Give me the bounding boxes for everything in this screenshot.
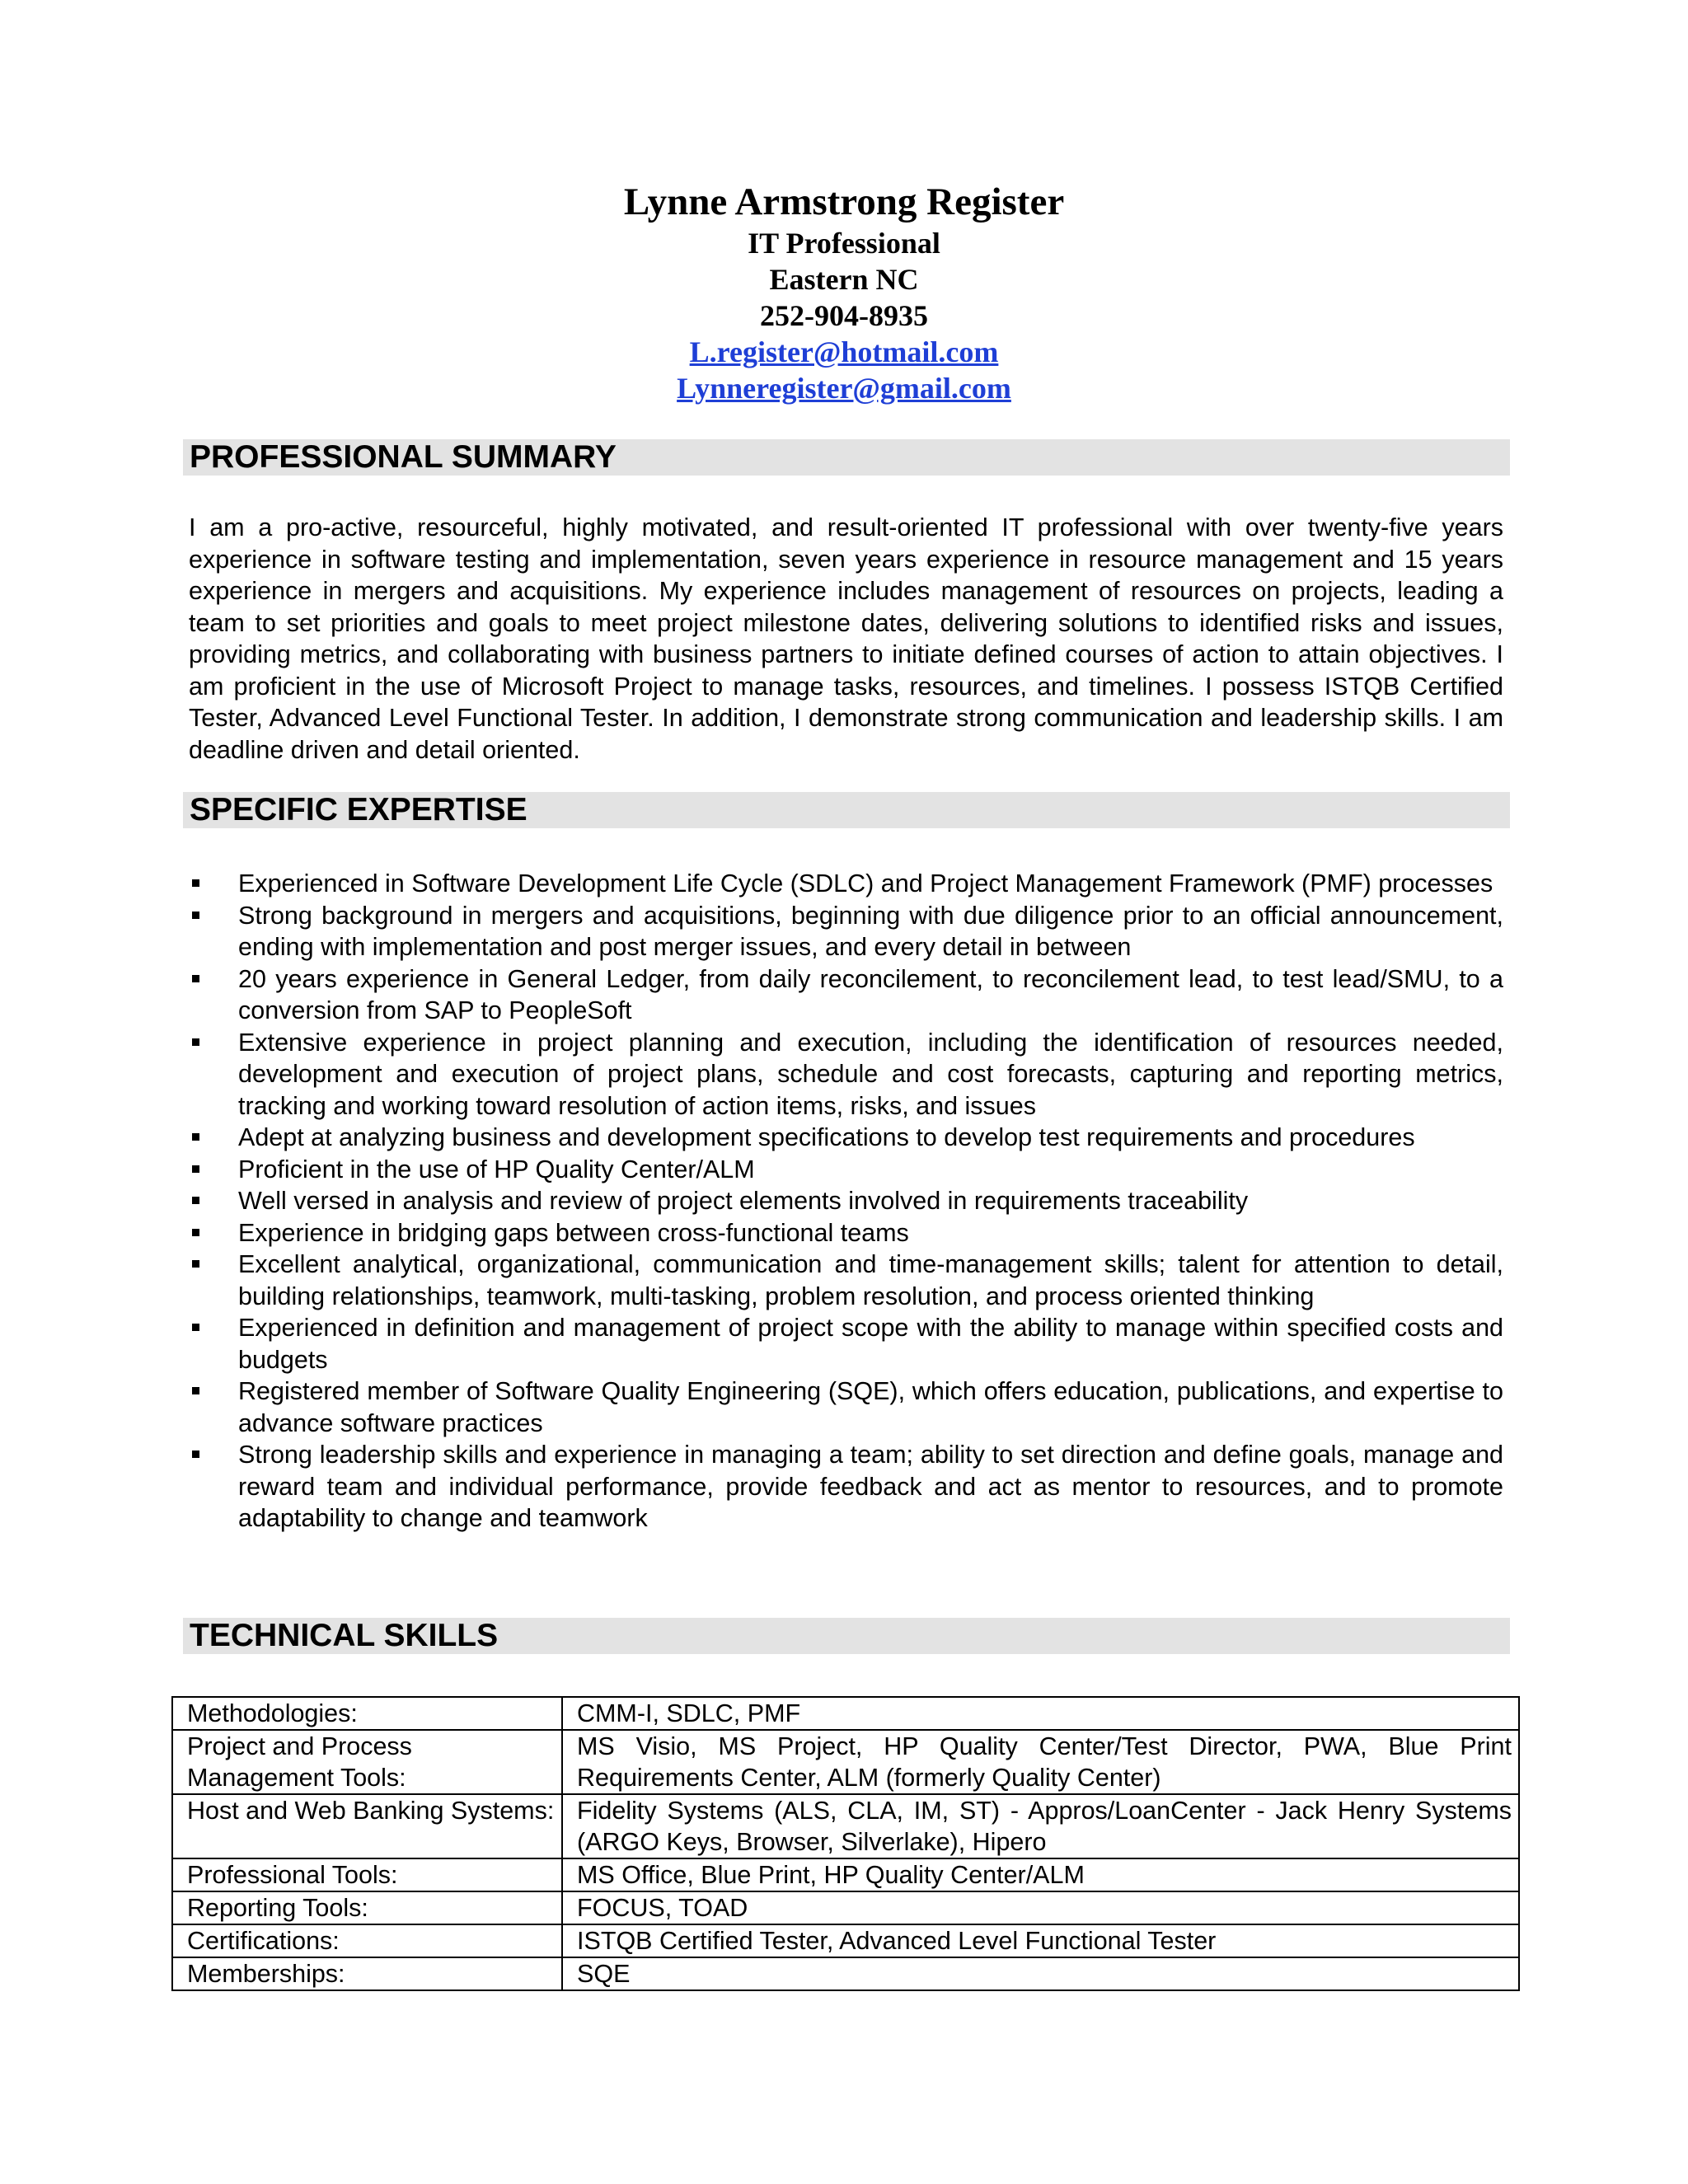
list-item bbox=[189, 1249, 1503, 1312]
professional-summary-text: I am a pro-active, resourceful, highly motivated, and result-oriented IT professional with over twenty-five years experience in software testing and implementation, seven years experience in resource management and 15 years experience in mergers and acquisitions. My experience includes management of resources on projects, leading a team to set priorities and goals to meet project milestone dates, delivering solutions to identified risks and issues, providing metrics, and collaborating with business partners to initiate defined courses of action to attain objectives. I am proficient in the use of Microsoft Project to manage tasks, resources, and timelines. I possess ISTQB Certified Tester, Advanced Level Functional Tester. In addition, I demonstrate strong communication and leadership skills. I am deadline driven and detail oriented. bbox=[189, 513, 1503, 764]
skill-category-cell: Memberships: bbox=[172, 1957, 562, 1990]
square-bullet-icon bbox=[192, 1260, 199, 1268]
skill-category-cell: Professional Tools: bbox=[172, 1858, 562, 1891]
square-bullet-icon bbox=[192, 1387, 199, 1394]
list-item bbox=[189, 1154, 1503, 1186]
skill-category-cell: Methodologies: bbox=[172, 1697, 562, 1730]
list-item-text: 20 years experience in General Ledger, from daily reconcilement, to reconcilement lead, to test lead/SMU, to a conversion from SAP to PeopleSoft bbox=[238, 964, 1503, 1024]
email-link-hotmail[interactable]: L.register@hotmail.com bbox=[689, 335, 999, 368]
section-heading-expertise bbox=[183, 792, 1510, 828]
job-title: IT Professional bbox=[748, 227, 940, 260]
skill-value-cell: SQE bbox=[562, 1957, 1519, 1990]
list-item-text: Strong background in mergers and acquisitions, beginning with due diligence prior to an official announcement, ending with implementation and post merger issues, and every detail in between bbox=[238, 901, 1503, 961]
skill-category-cell: Reporting Tools: bbox=[172, 1891, 562, 1924]
list-item-text: Excellent analytical, organizational, communication and time-management skills; talent for attention to detail, building relationships, teamwork, multi-tasking, problem resolution, and process oriented thinking bbox=[238, 1250, 1503, 1310]
skill-category-cell: Certifications: bbox=[172, 1924, 562, 1957]
table-row bbox=[172, 1957, 1519, 1990]
section-heading-expertise-label: SPECIFIC EXPERTISE bbox=[190, 792, 528, 827]
expertise-list bbox=[189, 868, 1503, 1535]
skill-value-cell: MS Office, Blue Print, HP Quality Center/ALM bbox=[562, 1858, 1519, 1891]
list-item-text: Experienced in Software Development Life Cycle (SDLC) and Project Management Framework (PMF) processes bbox=[238, 869, 1493, 898]
square-bullet-icon bbox=[192, 1324, 199, 1331]
list-item-text: Proficient in the use of HP Quality Center/ALM bbox=[238, 1155, 755, 1183]
table-row bbox=[172, 1697, 1519, 1730]
resume-header bbox=[0, 179, 1688, 406]
skill-value-cell: MS Visio, MS Project, HP Quality Center/Test Director, PWA, Blue Print Requirements Center, ALM (formerly Quality Center) bbox=[562, 1730, 1519, 1794]
phone-number: 252-904-8935 bbox=[760, 299, 928, 332]
square-bullet-icon bbox=[192, 912, 199, 919]
list-item-text: Extensive experience in project planning and execution, including the identification of resources needed, development and execution of project plans, schedule and cost forecasts, capturing and reporting metrics, tracking and working toward resolution of action items, risks, and issues bbox=[238, 1028, 1503, 1120]
list-item bbox=[189, 1312, 1503, 1376]
list-item-text: Adept at analyzing business and development specifications to develop test requirements and procedures bbox=[238, 1123, 1415, 1151]
skill-category-cell: Host and Web Banking Systems: bbox=[172, 1794, 562, 1858]
list-item bbox=[189, 1439, 1503, 1535]
section-heading-skills bbox=[183, 1618, 1510, 1654]
email-link-gmail[interactable]: Lynneregister@gmail.com bbox=[677, 372, 1011, 405]
table-row bbox=[172, 1924, 1519, 1957]
location: Eastern NC bbox=[769, 263, 919, 296]
skill-value-cell: Fidelity Systems (ALS, CLA, IM, ST) - Appros/LoanCenter - Jack Henry Systems (ARGO Keys, Browser, Silverlake), Hipero bbox=[562, 1794, 1519, 1858]
table-row bbox=[172, 1858, 1519, 1891]
skill-value-cell: ISTQB Certified Tester, Advanced Level Functional Tester bbox=[562, 1924, 1519, 1957]
list-item-text: Experienced in definition and management of project scope with the ability to manage within specified costs and budgets bbox=[238, 1314, 1503, 1374]
square-bullet-icon bbox=[192, 1165, 199, 1173]
square-bullet-icon bbox=[192, 1197, 199, 1204]
list-item bbox=[189, 900, 1503, 963]
list-item-text: Experience in bridging gaps between cross-functional teams bbox=[238, 1218, 909, 1247]
section-heading-summary bbox=[183, 439, 1510, 476]
table-row bbox=[172, 1794, 1519, 1858]
skill-category-cell: Project and Process Management Tools: bbox=[172, 1730, 562, 1794]
list-item-text: Registered member of Software Quality Engineering (SQE), which offers education, publications, and expertise to advance software practices bbox=[238, 1377, 1503, 1437]
list-item bbox=[189, 1185, 1503, 1217]
skill-value-cell: FOCUS, TOAD bbox=[562, 1891, 1519, 1924]
candidate-name: Lynne Armstrong Register bbox=[623, 180, 1065, 223]
table-row bbox=[172, 1730, 1519, 1794]
section-heading-skills-label: TECHNICAL SKILLS bbox=[190, 1618, 499, 1653]
square-bullet-icon bbox=[192, 879, 199, 887]
list-item bbox=[189, 1027, 1503, 1122]
technical-skills-table bbox=[171, 1696, 1520, 1991]
section-heading-summary-label: PROFESSIONAL SUMMARY bbox=[190, 439, 617, 475]
square-bullet-icon bbox=[192, 1229, 199, 1236]
square-bullet-icon bbox=[192, 1451, 199, 1458]
list-item bbox=[189, 1122, 1503, 1154]
square-bullet-icon bbox=[192, 1038, 199, 1046]
list-item bbox=[189, 1376, 1503, 1439]
list-item-text: Strong leadership skills and experience in managing a team; ability to set direction and define goals, manage and reward team and individual performance, provide feedback and act as mentor to resources, and to promote adaptability to change and teamwork bbox=[238, 1441, 1503, 1532]
list-item bbox=[189, 963, 1503, 1027]
skill-value-cell: CMM-I, SDLC, PMF bbox=[562, 1697, 1519, 1730]
list-item bbox=[189, 1217, 1503, 1249]
square-bullet-icon bbox=[192, 975, 199, 982]
list-item bbox=[189, 868, 1503, 900]
list-item-text: Well versed in analysis and review of project elements involved in requirements traceability bbox=[238, 1187, 1249, 1215]
square-bullet-icon bbox=[192, 1133, 199, 1141]
table-row bbox=[172, 1891, 1519, 1924]
